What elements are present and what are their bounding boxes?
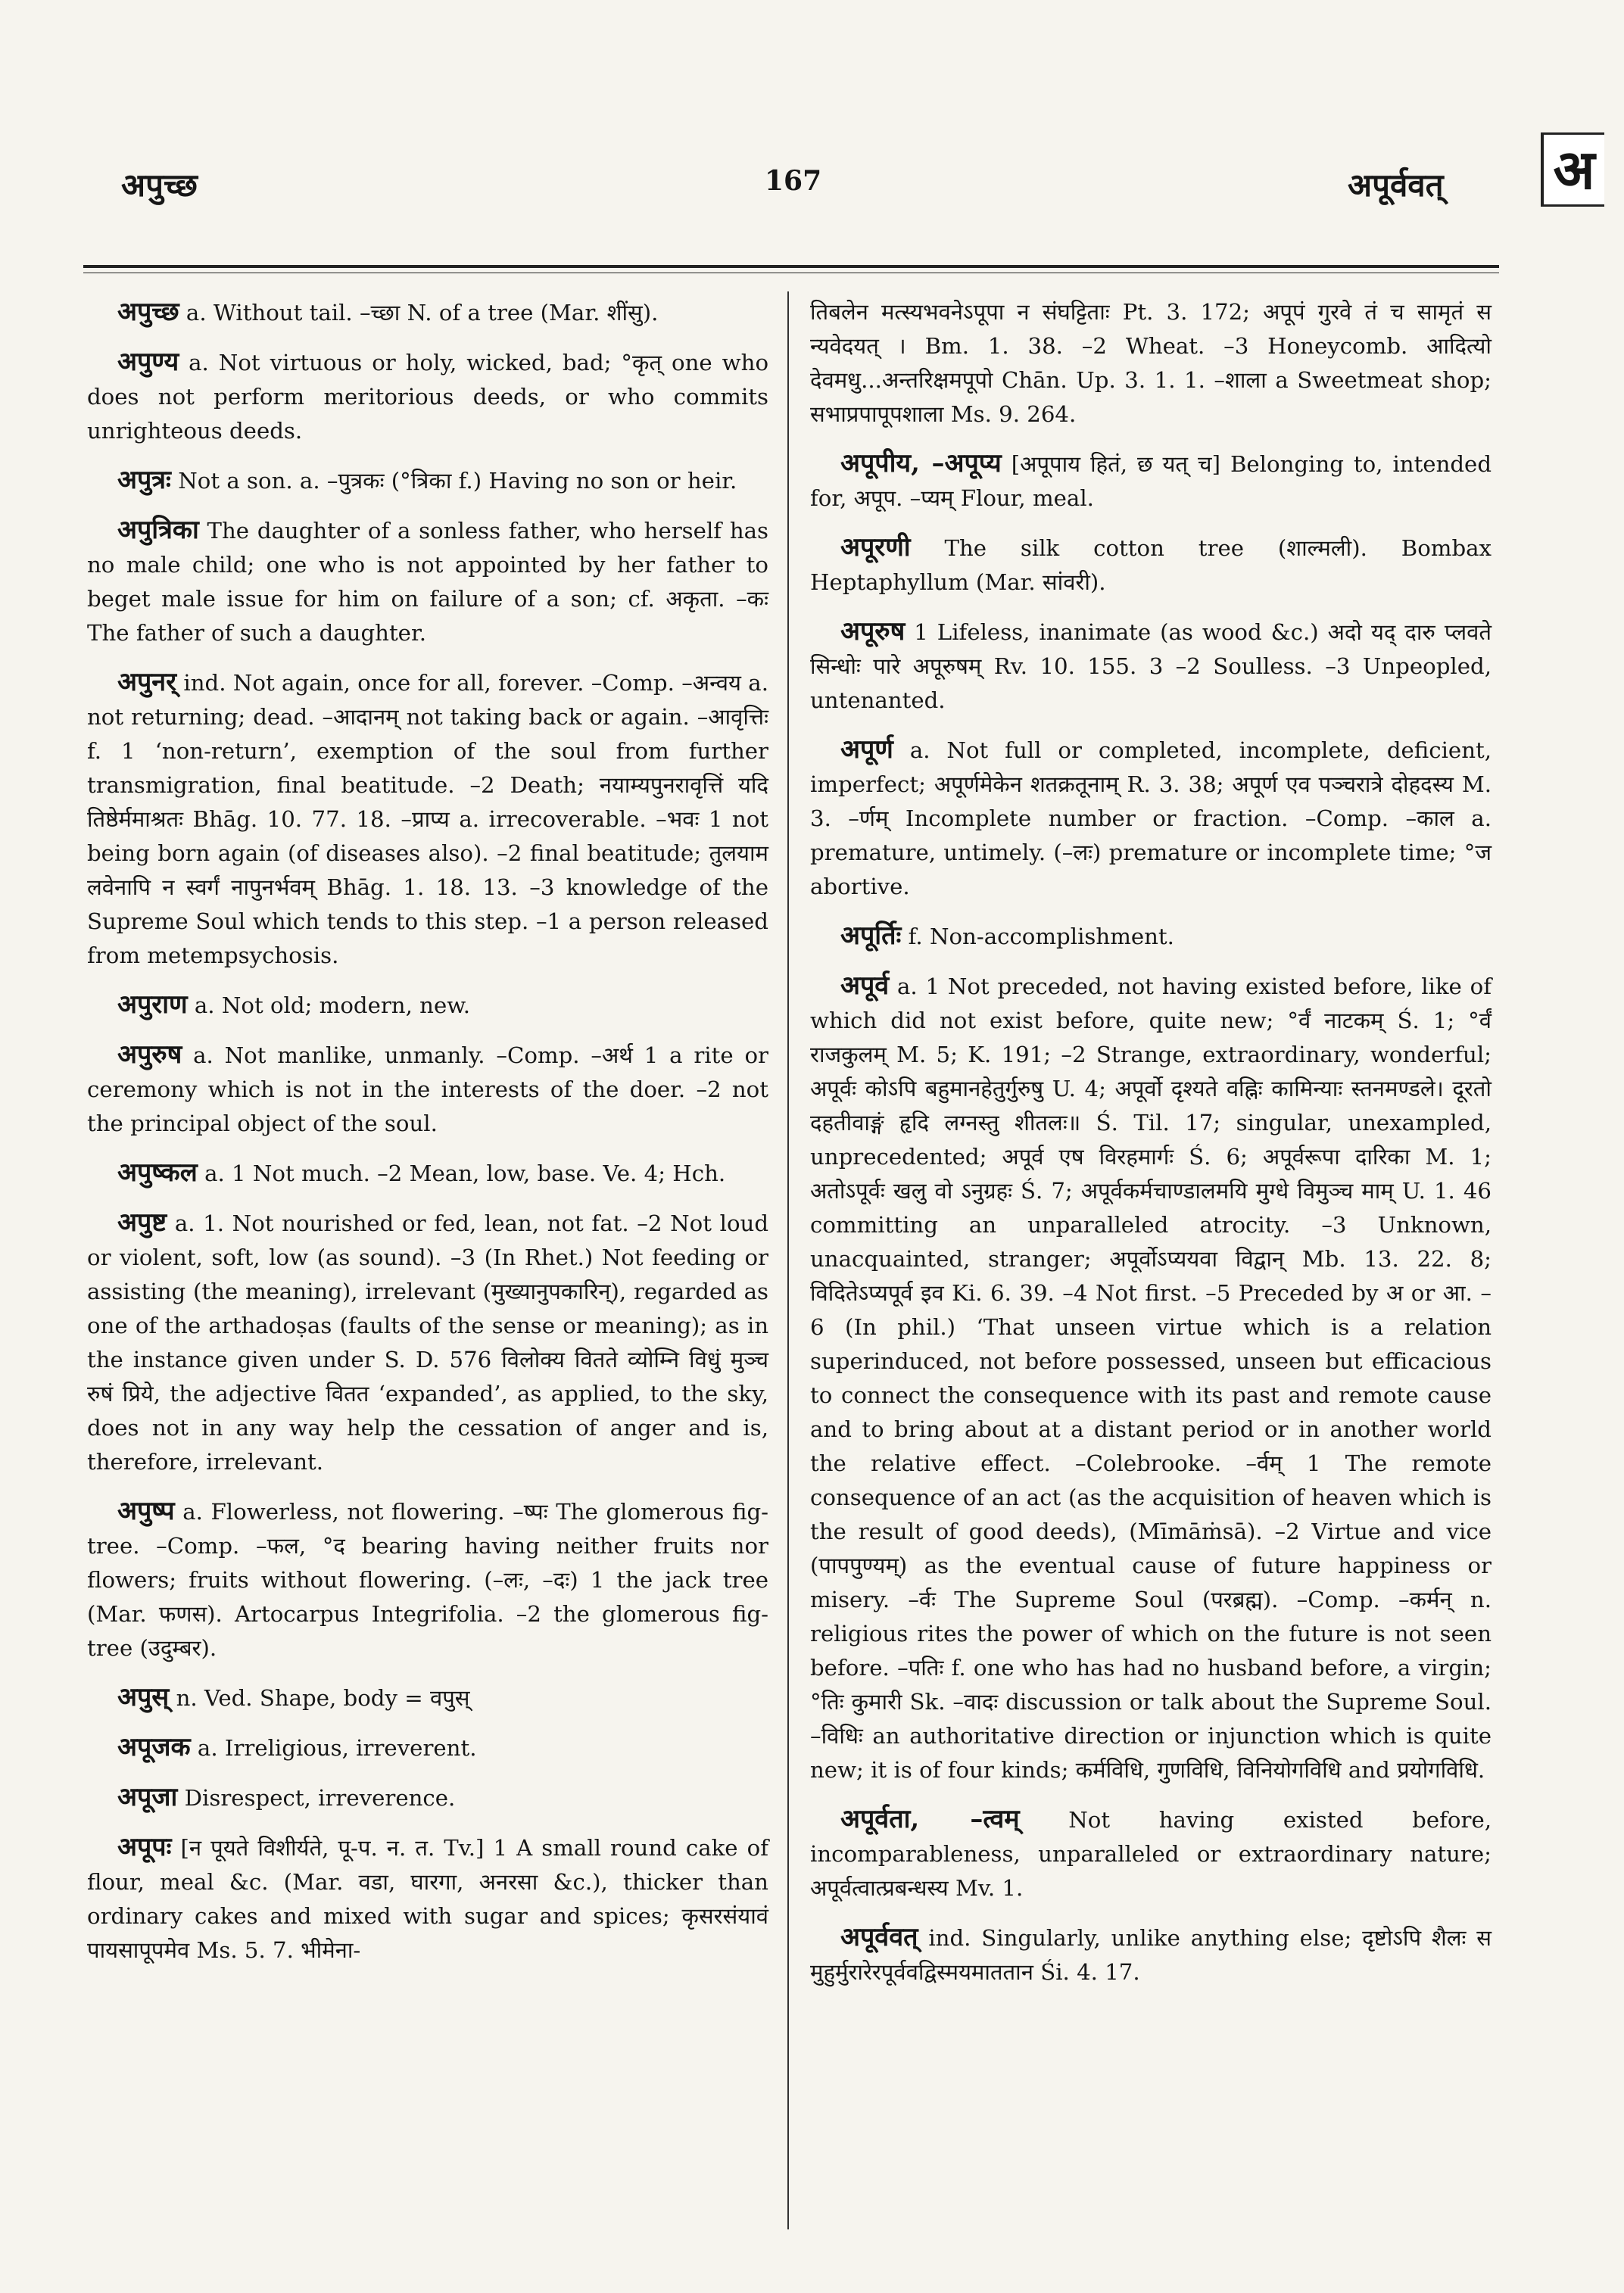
entry-headword: अपूरणी — [840, 532, 911, 562]
entry-definition: The daughter of a sonless father, who herself has no male child; one who is not appointed by her father to beget male issue for him on failure of a son; cf. अकृता. –कः The father of such a daughter. — [87, 518, 768, 646]
entry-definition: f. Non-accomplishment. — [908, 924, 1174, 949]
entry-definition: ind. Not again, once for all, forever. –Comp. –अन्वय a. not returning; dead. –आदानम् not taking back or again. –आवृत्तिः f. 1 ‘non-return’, exemption of the soul from further transmigration, final beatitude. –2 Death; नयाम्यपुनरावृत्तिं यदि तिष्ठेर्ममाश्रतः Bhāg. 10. 77. 18. –प्राप्य a. irrecoverable. –भवः 1 not being born again (of diseases also). –2 final beatitude; तुलयाम लवेनापि न स्वर्गं नापुनर्भवम् Bhāg. 1. 18. 13. –3 knowledge of the Supreme Soul which tends to this step. –1 a person released from metempsychosis. — [87, 670, 768, 968]
entry-headword: अपूर्ववत् — [840, 1922, 918, 1952]
entry-headword: अपुनर् — [117, 667, 177, 697]
dictionary-entry — [810, 1802, 1492, 1905]
entry-definition: [न पूयते विशीर्यते, पू-प. न. त. Tv.] 1 A small round cake of flour, meal &c. (Mar. वडा, घारगा, अनरसा &c.), thicker than ordinary cakes and mixed with sugar and spices; कृसरसंयावं पायसापूपमेव Ms. 5. 7. भीमेना- — [87, 1835, 769, 1963]
left-guide-word: अपुच्छ — [121, 167, 198, 204]
dictionary-entry — [87, 665, 768, 973]
entry-headword: अपूपः — [117, 1832, 172, 1862]
entry-headword: अपुष्कल — [117, 1157, 198, 1188]
dictionary-entry — [87, 1038, 768, 1141]
dictionary-entry — [810, 1921, 1492, 1989]
dictionary-entry — [87, 1681, 768, 1715]
entry-definition: a. 1 Not much. –2 Mean, low, base. Ve. 4; Hch. — [204, 1161, 726, 1186]
entry-definition: The silk cotton tree (शाल्मली). Bombax Heptaphyllum (Mar. सांवरी). — [810, 535, 1492, 595]
entry-definition: a. Not old; modern, new. — [194, 992, 471, 1018]
dictionary-entry — [810, 733, 1492, 904]
entry-definition: तिबलेन मत्स्यभवनेऽपूपा न संघट्टिताः Pt. 3. 172; अपूपं गुरवे तं च सामृतं स न्यवेदयत् । Bm. 1. 38. –2 Wheat. –3 Honeycomb. आदित्यो देवमधु...अन्तरिक्षमपूपो Chān. Up. 3. 1. 1. –शाला a Sweetmeat shop; सभाप्रपापूपशाला Ms. 9. 264. — [810, 299, 1492, 427]
entry-headword: अपुत्रः — [117, 465, 171, 495]
entry-headword: अपुस् — [117, 1682, 170, 1712]
dictionary-entry — [810, 295, 1492, 431]
dictionary-entry — [87, 988, 768, 1023]
entry-headword: अपुण्य — [117, 347, 179, 377]
entry-definition: a. 1 Not preceded, not having existed before, like of which did not exist before, quite new; °र्वं नाटकम् Ś. 1; °र्वं राजकुलम् M. 5; K. 191; –2 Strange, extraordinary, wonderful; अपूर्वः कोऽपि बहुमानहेतुर्गुरुषु U. 4; अपूर्वो दृश्यते वह्निः कामिन्याः स्तनमण्डले। दूरतो दहतीवाङ्गं हृदि लग्नस्तु शीतलः॥ Ś. Til. 17; singular, unexampled, unprecedented; अपूर्व एष विरहमार्गः Ś. 6; अपूर्वरूपा दारिका M. 1; अतोऽपूर्वः खलु वो ऽनुग्रहः Ś. 7; अपूर्वकर्मचाण्डालमयि मुग्धे विमुञ्च माम् U. 1. 46 committing an unparalleled atrocity. –3 Unknown, unacquainted, stranger; अपूर्वोऽप्ययवा विद्वान् Mb. 13. 22. 8; विदितेऽप्यपूर्व इव Ki. 6. 39. –4 Not first. –5 Preceded by अ or आ. –6 (In phil.) ‘That unseen virtue which is a relation superinduced, not before possessed, unseen but efficacious to connect the consequence with its past and remote cause and to bring about at a distant period or in another world the relative effect. –Colebrooke. –र्वम् 1 The remote consequence of an act (as the acquisition of heaven which is the result of good deeds), (Mīmāṁsā). –2 Virtue and vice (पापपुण्यम्) as the eventual cause of future happiness or misery. –र्वः The Supreme Soul (परब्रह्म). –Comp. –कर्मन् n. religious rites the power of which on the future is not seen before. –पतिः f. one who has had no husband before, a virgin; °तिः कुमारी Sk. –वादः discussion or talk about the Supreme Soul. –विधिः an authoritative direction or injunction which is quite new; it is of four kinds; कर्मविधि, गुणविधि, विनियोगविधि and प्रयोगविधि. — [810, 974, 1492, 1783]
entry-headword: अपुराण — [117, 989, 188, 1020]
column-divider — [787, 291, 789, 2229]
dictionary-entry — [87, 1830, 768, 1967]
dictionary-entry — [810, 531, 1492, 600]
entry-definition: [अपूपाय हितं, छ यत् च] Belonging to, intended for, अपूप. –प्यम् Flour, meal. — [810, 451, 1492, 511]
entry-definition: a. Not full or completed, incomplete, deficient, imperfect; अपूर्णमेकेन शतक्रतूनाम् R. 3. 38; अपूर्ण एव पञ्चरात्रे दोहदस्य M. 3. –र्णम् Incomplete number or fraction. –Comp. –काल a. premature, untimely. (–लः) premature or incomplete time; °ज abortive. — [810, 737, 1492, 899]
dictionary-entry — [810, 447, 1492, 516]
entry-headword: अपूरुष — [840, 616, 906, 646]
entry-headword: अपुच्छ — [117, 297, 179, 327]
entry-headword: अपूर्वता, –त्वम् — [840, 1804, 1020, 1834]
entry-definition: Disrespect, irreverence. — [184, 1785, 456, 1811]
dictionary-entry — [810, 615, 1492, 718]
entry-headword: अपूपीय, –अपूप्य — [840, 448, 1002, 478]
dictionary-entry — [87, 345, 768, 448]
entry-definition: ind. Singularly, unlike anything else; दृष्टोऽपि शैलः स मुहुर्मुरारेरपूर्ववद्विस्मयमाततान Śi. 4. 17. — [810, 1925, 1492, 1985]
entry-definition: n. Ved. Shape, body = वपुस् — [176, 1685, 470, 1711]
entry-definition: Not a son. a. –पुत्रकः (°त्रिका f.) Having no son or heir. — [178, 468, 737, 494]
entry-headword: अपुरुष — [117, 1039, 182, 1070]
entry-definition: a. Without tail. –च्छा N. of a tree (Mar. शींसु). — [185, 300, 659, 326]
entry-definition: Not having existed before, incomparableness, unparalleled or extraordinary nature; अपूर्वत्वात्प्रबन्धस्य Mv. 1. — [810, 1807, 1492, 1901]
right-guide-word: अपूर्ववत् — [1348, 167, 1444, 204]
entry-definition: 1 Lifeless, inanimate (as wood &c.) अदो यद् दारु प्लवते सिन्धोः पारे अपूरुषम् Rv. 10. 155. 3 –2 Soulless. –3 Unpeopled, untenanted. — [810, 619, 1492, 713]
thumb-index-tab: अ — [1541, 132, 1604, 207]
entry-definition: a. Not manlike, unmanly. –Comp. –अर्थ 1 a rite or ceremony which is not in the interests of the doer. –2 not the principal object of the soul. — [87, 1042, 768, 1136]
dictionary-entry — [87, 463, 768, 498]
dictionary-entry — [87, 1494, 768, 1665]
entry-headword: अपुत्रिका — [117, 515, 199, 545]
dictionary-entry — [87, 1156, 768, 1191]
entry-definition: a. 1. Not nourished or fed, lean, not fat. –2 Not loud or violent, soft, low (as sound). –3 (In Rhet.) Not feeding or assisting (the meaning), irrelevant (मुख्यानुपकारिन्), regarded as one of the arthadoṣas (faults of the sense or meaning); as in the instance given under S. D. 576 विलोक्य वितते व्योम्नि विधुं मुञ्च रुषं प्रिये, the adjective वितत ‘expanded’, as applied, to the sky, does not in any way help the cessation of anger and is, therefore, irrelevant. — [87, 1210, 769, 1475]
dictionary-entry — [87, 1731, 768, 1765]
dictionary-entry — [87, 513, 768, 650]
entry-headword: अपुष्ट — [117, 1207, 167, 1238]
entry-headword: अपूर्ण — [840, 734, 893, 765]
dictionary-entry — [810, 919, 1492, 954]
page-number: 167 — [765, 165, 822, 197]
dictionary-entry — [87, 295, 768, 330]
dictionary-entry — [87, 1781, 768, 1815]
dictionary-entry — [87, 1206, 768, 1479]
right-column — [810, 295, 1492, 2005]
entry-headword: अपूजक — [117, 1732, 191, 1762]
entry-definition: a. Flowerless, not flowering. –ष्पः The glomerous fig-tree. –Comp. –फल, °द bearing having neither fruits nor flowers; fruits without flowering. (–लः, –दः) 1 the jack tree (Mar. फणस). Artocarpus Integrifolia. –2 the glomerous fig-tree (उदुम्बर). — [87, 1499, 768, 1661]
header-rule — [83, 265, 1499, 273]
entry-headword: अपूजा — [117, 1782, 178, 1812]
entry-headword: अपुष्प — [117, 1496, 175, 1526]
entry-definition: a. Not virtuous or holy, wicked, bad; °कृत् one who does not perform meritorious deeds, or who commits unrighteous deeds. — [87, 350, 769, 444]
left-column — [87, 295, 768, 1983]
dictionary-entry — [810, 969, 1492, 1787]
entry-headword: अपूर्व — [840, 970, 890, 1001]
entry-definition: a. Irreligious, irreverent. — [197, 1735, 477, 1761]
entry-headword: अपूर्तिः — [840, 921, 902, 951]
